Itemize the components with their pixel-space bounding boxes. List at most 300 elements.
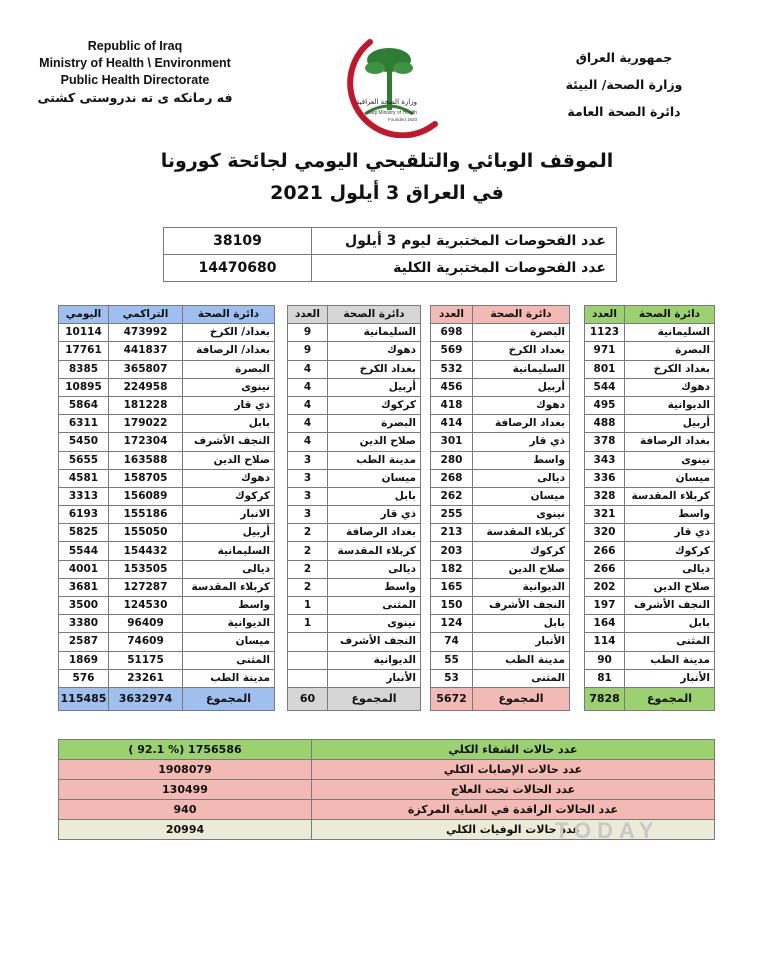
table-row <box>59 415 275 433</box>
department-cell: واسط <box>473 451 570 469</box>
header-count: العدد <box>585 306 625 324</box>
table-row <box>585 396 715 414</box>
department-cell: بابل <box>473 615 570 633</box>
header-en-line: Republic of Iraq <box>87 39 183 53</box>
table-row <box>288 396 421 414</box>
department-cell: نينوى <box>328 615 421 633</box>
table-row <box>431 360 570 378</box>
cumulative-cell: 158705 <box>109 469 183 487</box>
count-cell: 532 <box>431 360 473 378</box>
summary-row <box>59 800 715 820</box>
total-label: المجموع <box>625 687 715 710</box>
logo-text: وزارة الصحة العراقية <box>355 98 417 106</box>
table-row <box>431 342 570 360</box>
department-cell: دهوك <box>625 378 715 396</box>
cumulative-cell: 156089 <box>109 487 183 505</box>
count-cell: 262 <box>431 487 473 505</box>
table-row <box>288 651 421 669</box>
table-row <box>431 669 570 687</box>
count-cell: 4 <box>288 378 328 396</box>
department-cell: صلاح الدين <box>183 451 275 469</box>
table-row <box>288 597 421 615</box>
department-cell: الانبار <box>183 506 275 524</box>
department-cell: دهوك <box>328 342 421 360</box>
count-cell: 3 <box>288 451 328 469</box>
table-row <box>59 378 275 396</box>
count-cell: 9 <box>288 324 328 342</box>
table-row <box>585 378 715 396</box>
count-cell: 1 <box>288 615 328 633</box>
department-cell: البصرة <box>328 415 421 433</box>
cumulative-cell: 127287 <box>109 578 183 596</box>
table-row <box>59 324 275 342</box>
table-row <box>585 342 715 360</box>
table-row <box>585 469 715 487</box>
table-row <box>431 487 570 505</box>
table-row <box>431 415 570 433</box>
count-cell: 418 <box>431 396 473 414</box>
table-total-row <box>585 687 715 710</box>
table-row <box>59 651 275 669</box>
count-cell: 1 <box>288 597 328 615</box>
summary-value: 130499 <box>59 780 312 800</box>
department-cell: بغداد/ الكرخ <box>183 324 275 342</box>
daily-cell: 8385 <box>59 360 109 378</box>
department-cell: بغداد الكرخ <box>473 342 570 360</box>
department-cell: كركوك <box>183 487 275 505</box>
summary-label: عدد الحالات الراقدة في العناية المركزة <box>312 800 715 820</box>
count-cell: 343 <box>585 451 625 469</box>
summary-label: عدد حالات الشفاء الكلي <box>312 740 715 760</box>
department-cell: ديالى <box>625 560 715 578</box>
summary-label: عدد حالات الوفيات الكلي <box>312 820 715 840</box>
department-cell: مدينة الطب <box>183 669 275 687</box>
table-row <box>431 524 570 542</box>
daily-cell: 3681 <box>59 578 109 596</box>
count-cell: 81 <box>585 669 625 687</box>
department-cell: النجف الأشرف <box>328 633 421 651</box>
count-cell: 495 <box>585 396 625 414</box>
count-cell: 488 <box>585 415 625 433</box>
department-cell: واسط <box>625 506 715 524</box>
daily-cell: 6311 <box>59 415 109 433</box>
department-cell: البصرة <box>473 324 570 342</box>
cumulative-cell: 154432 <box>109 542 183 560</box>
department-cell: كركوك <box>328 396 421 414</box>
table-header-row <box>288 306 421 324</box>
total-tests-label: عدد الفحوصات المختبرية الكلية <box>312 255 617 282</box>
department-cell: دهوك <box>473 396 570 414</box>
table-row <box>288 542 421 560</box>
cumulative-cell: 96409 <box>109 615 183 633</box>
count-cell: 2 <box>288 524 328 542</box>
table-row <box>585 560 715 578</box>
table-row <box>585 324 715 342</box>
department-cell: المثنى <box>328 597 421 615</box>
count-cell: 9 <box>288 342 328 360</box>
summary-value: 940 <box>59 800 312 820</box>
page-title: الموقف الوبائي والتلقيحي اليومي لجائحة كورونا <box>160 150 614 172</box>
table-row <box>585 615 715 633</box>
department-cell: بغداد الرصافة <box>625 433 715 451</box>
table-row <box>585 597 715 615</box>
table-row <box>431 451 570 469</box>
table-header-row <box>59 306 275 324</box>
total-tests-value: 14470680 <box>164 255 312 282</box>
count-cell: 2 <box>288 560 328 578</box>
count-cell: 266 <box>585 542 625 560</box>
count-cell: 213 <box>431 524 473 542</box>
daily-cell: 4581 <box>59 469 109 487</box>
count-cell: 202 <box>585 578 625 596</box>
header-english <box>30 38 240 106</box>
department-cell: السليمانية <box>328 324 421 342</box>
header-en-line: Public Health Directorate <box>60 73 210 87</box>
daily-cell: 10114 <box>59 324 109 342</box>
cumulative-cell: 155186 <box>109 506 183 524</box>
summary-value: 1908079 <box>59 760 312 780</box>
count-cell: 801 <box>585 360 625 378</box>
cumulative-cell: 179022 <box>109 415 183 433</box>
count-cell: 114 <box>585 633 625 651</box>
table-row <box>585 578 715 596</box>
total-label: المجموع <box>328 687 421 710</box>
table-row <box>288 633 421 651</box>
department-cell: أربيل <box>183 524 275 542</box>
total-daily: 115485 <box>59 687 109 710</box>
department-cell: كربلاء المقدسة <box>328 542 421 560</box>
count-cell: 698 <box>431 324 473 342</box>
daily-cell: 5825 <box>59 524 109 542</box>
table-row <box>288 669 421 687</box>
department-cell: الأنبار <box>625 669 715 687</box>
table-row <box>288 524 421 542</box>
department-cell: مدينة الطب <box>328 451 421 469</box>
table-row <box>431 633 570 651</box>
department-cell: ديالى <box>473 469 570 487</box>
table-row <box>288 487 421 505</box>
logo-text-founded: Founded 1920 <box>387 117 417 122</box>
department-cell: ميسان <box>183 633 275 651</box>
header-department: دائرة الصحة <box>625 306 715 324</box>
table-row <box>288 560 421 578</box>
department-cell: البصرة <box>183 360 275 378</box>
table-row <box>585 433 715 451</box>
count-cell: 4 <box>288 396 328 414</box>
page-subtitle: في العراق 3 أيلول 2021 <box>270 182 504 204</box>
summary-label: عدد حالات الإصابات الكلي <box>312 760 715 780</box>
department-cell: ديالى <box>183 560 275 578</box>
daily-cell: 3313 <box>59 487 109 505</box>
table-row <box>585 651 715 669</box>
count-cell: 268 <box>431 469 473 487</box>
table-row <box>288 342 421 360</box>
department-cell: ميسان <box>625 469 715 487</box>
daily-cell: 1869 <box>59 651 109 669</box>
count-cell: 4 <box>288 415 328 433</box>
department-cell: مدينة الطب <box>473 651 570 669</box>
count-cell: 266 <box>585 560 625 578</box>
table-row <box>431 651 570 669</box>
department-cell: بغداد الرصافة <box>328 524 421 542</box>
department-cell: ذي قار <box>183 396 275 414</box>
count-cell: 456 <box>431 378 473 396</box>
header-en-line: Ministry of Health \ Environment <box>39 56 231 70</box>
department-cell: الديوانية <box>625 396 715 414</box>
count-cell: 90 <box>585 651 625 669</box>
table-row <box>431 433 570 451</box>
table-row <box>288 615 421 633</box>
header-daily: اليومي <box>59 306 109 324</box>
cumulative-cell: 365807 <box>109 360 183 378</box>
cumulative-cell: 124530 <box>109 597 183 615</box>
count-cell: 55 <box>431 651 473 669</box>
table-row <box>59 560 275 578</box>
table-row <box>59 506 275 524</box>
header-department: دائرة الصحة <box>328 306 421 324</box>
count-cell: 53 <box>431 669 473 687</box>
table-row <box>164 228 617 255</box>
daily-cell: 10895 <box>59 378 109 396</box>
department-cell: كربلاء المقدسة <box>183 578 275 596</box>
department-cell: السليمانية <box>625 324 715 342</box>
count-cell: 544 <box>585 378 625 396</box>
table-row <box>59 578 275 596</box>
department-cell: كربلاء المقدسة <box>625 487 715 505</box>
count-cell: 378 <box>585 433 625 451</box>
daily-cell: 5450 <box>59 433 109 451</box>
department-cell: ذي قار <box>328 506 421 524</box>
total-value: 5672 <box>431 687 473 710</box>
department-cell: ديالى <box>328 560 421 578</box>
tests-summary-table <box>163 227 617 282</box>
table-header-row <box>585 306 715 324</box>
department-cell: ميسان <box>328 469 421 487</box>
table-row <box>431 396 570 414</box>
count-cell: 569 <box>431 342 473 360</box>
department-cell: بابل <box>625 615 715 633</box>
watermark: TODAY <box>555 818 660 843</box>
table-row <box>585 415 715 433</box>
count-cell: 124 <box>431 615 473 633</box>
department-cell: صلاح الدين <box>625 578 715 596</box>
total-label: المجموع <box>183 687 275 710</box>
count-cell <box>288 651 328 669</box>
total-value: 60 <box>288 687 328 710</box>
ministry-logo <box>325 28 455 138</box>
count-cell: 336 <box>585 469 625 487</box>
daily-cell: 4001 <box>59 560 109 578</box>
cumulative-cell: 181228 <box>109 396 183 414</box>
cumulative-cell: 51175 <box>109 651 183 669</box>
cumulative-cell: 163588 <box>109 451 183 469</box>
header-ar-line: وزارة الصحة/ البيئة <box>565 77 683 92</box>
total-label: المجموع <box>473 687 570 710</box>
header-kurdish-line: فه رمانكه ى ته ندروستى كشتى <box>37 90 233 105</box>
count-cell: 321 <box>585 506 625 524</box>
department-cell: النجف الأشرف <box>473 597 570 615</box>
count-cell: 320 <box>585 524 625 542</box>
cumulative-cell: 74609 <box>109 633 183 651</box>
department-cell: الديوانية <box>328 651 421 669</box>
table-row <box>431 506 570 524</box>
table-header-row <box>431 306 570 324</box>
header-cumulative: التراكمي <box>109 306 183 324</box>
count-cell: 3 <box>288 487 328 505</box>
cumulative-cell: 441837 <box>109 342 183 360</box>
summary-row <box>59 760 715 780</box>
department-cell: كركوك <box>625 542 715 560</box>
table-total-row <box>431 687 570 710</box>
table-row <box>288 433 421 451</box>
department-cell: الأنبار <box>473 633 570 651</box>
summary-row <box>59 740 715 760</box>
grey-dept-table <box>287 305 421 711</box>
department-cell: نينوى <box>183 378 275 396</box>
count-cell: 328 <box>585 487 625 505</box>
table-row <box>585 542 715 560</box>
daily-tests-label: عدد الفحوصات المختبرية ليوم 3 أيلول <box>312 228 617 255</box>
department-cell: دهوك <box>183 469 275 487</box>
department-cell: أربيل <box>328 378 421 396</box>
table-row <box>431 542 570 560</box>
header-ar-line: دائرة الصحة العامة <box>567 104 681 119</box>
table-row <box>585 524 715 542</box>
department-cell: الأنبار <box>328 669 421 687</box>
table-row <box>59 469 275 487</box>
department-cell: بابل <box>183 415 275 433</box>
cumulative-cell: 172304 <box>109 433 183 451</box>
header-count: العدد <box>431 306 473 324</box>
count-cell: 203 <box>431 542 473 560</box>
table-row <box>585 669 715 687</box>
daily-cell: 5864 <box>59 396 109 414</box>
table-row <box>585 633 715 651</box>
count-cell: 971 <box>585 342 625 360</box>
count-cell: 197 <box>585 597 625 615</box>
department-cell: صلاح الدين <box>473 560 570 578</box>
count-cell: 2 <box>288 578 328 596</box>
department-cell: السليمانية <box>183 542 275 560</box>
table-row <box>288 578 421 596</box>
green-dept-table <box>584 305 715 711</box>
table-row <box>431 378 570 396</box>
header-department: دائرة الصحة <box>473 306 570 324</box>
table-row <box>59 524 275 542</box>
count-cell: 301 <box>431 433 473 451</box>
table-row <box>59 597 275 615</box>
table-row <box>288 451 421 469</box>
table-row <box>59 669 275 687</box>
department-cell: السليمانية <box>473 360 570 378</box>
daily-cell: 5655 <box>59 451 109 469</box>
table-row <box>164 255 617 282</box>
summary-label: عدد الحالات تحت العلاج <box>312 780 715 800</box>
header-arabic <box>524 44 724 125</box>
department-cell: نينوى <box>473 506 570 524</box>
table-row <box>288 324 421 342</box>
department-cell: بغداد الرصافة <box>473 415 570 433</box>
summary-value: 20994 <box>59 820 312 840</box>
daily-cell: 6193 <box>59 506 109 524</box>
department-cell: بابل <box>328 487 421 505</box>
table-row <box>59 633 275 651</box>
count-cell: 414 <box>431 415 473 433</box>
table-total-row <box>288 687 421 710</box>
department-cell: المثنى <box>473 669 570 687</box>
department-cell: النجف الأشرف <box>183 433 275 451</box>
count-cell: 74 <box>431 633 473 651</box>
daily-cell: 3500 <box>59 597 109 615</box>
department-cell: واسط <box>328 578 421 596</box>
department-cell: المثنى <box>625 633 715 651</box>
table-row <box>431 560 570 578</box>
department-cell: ذي قار <box>473 433 570 451</box>
table-row <box>431 597 570 615</box>
daily-cell: 2587 <box>59 633 109 651</box>
department-cell: الديوانية <box>183 615 275 633</box>
table-row <box>585 487 715 505</box>
table-row <box>585 360 715 378</box>
department-cell: النجف الأشرف <box>625 597 715 615</box>
table-row <box>431 578 570 596</box>
table-row <box>59 451 275 469</box>
department-cell: نينوى <box>625 451 715 469</box>
header-count: العدد <box>288 306 328 324</box>
table-row <box>431 469 570 487</box>
department-cell: بغداد/ الرصافة <box>183 342 275 360</box>
cumulative-cell: 473992 <box>109 324 183 342</box>
table-row <box>59 615 275 633</box>
cumulative-cell: 153505 <box>109 560 183 578</box>
count-cell: 2 <box>288 542 328 560</box>
cumulative-cases-table <box>58 305 275 711</box>
department-cell: كربلاء المقدسة <box>473 524 570 542</box>
table-row <box>288 415 421 433</box>
department-cell: صلاح الدين <box>328 433 421 451</box>
department-cell: ذي قار <box>625 524 715 542</box>
table-row <box>585 506 715 524</box>
table-total-row <box>59 687 275 710</box>
count-cell: 3 <box>288 506 328 524</box>
table-row <box>59 360 275 378</box>
summary-value: ( 92.1 %) 1756586 <box>59 740 312 760</box>
table-row <box>288 506 421 524</box>
cumulative-cell: 155050 <box>109 524 183 542</box>
department-cell: المثنى <box>183 651 275 669</box>
summary-row <box>59 780 715 800</box>
count-cell: 164 <box>585 615 625 633</box>
table-row <box>288 360 421 378</box>
total-value: 7828 <box>585 687 625 710</box>
count-cell: 280 <box>431 451 473 469</box>
logo-text-en: Iraqi Ministry of Health <box>367 110 417 116</box>
daily-cell: 576 <box>59 669 109 687</box>
table-row <box>585 451 715 469</box>
department-cell: مدينة الطب <box>625 651 715 669</box>
table-row <box>431 615 570 633</box>
count-cell: 150 <box>431 597 473 615</box>
department-cell: أربيل <box>625 415 715 433</box>
daily-cell: 3380 <box>59 615 109 633</box>
table-row <box>288 378 421 396</box>
header-department: دائرة الصحة <box>183 306 275 324</box>
table-row <box>59 342 275 360</box>
daily-cell: 17761 <box>59 342 109 360</box>
cumulative-cell: 224958 <box>109 378 183 396</box>
department-cell: أربيل <box>473 378 570 396</box>
pink-dept-table <box>430 305 570 711</box>
